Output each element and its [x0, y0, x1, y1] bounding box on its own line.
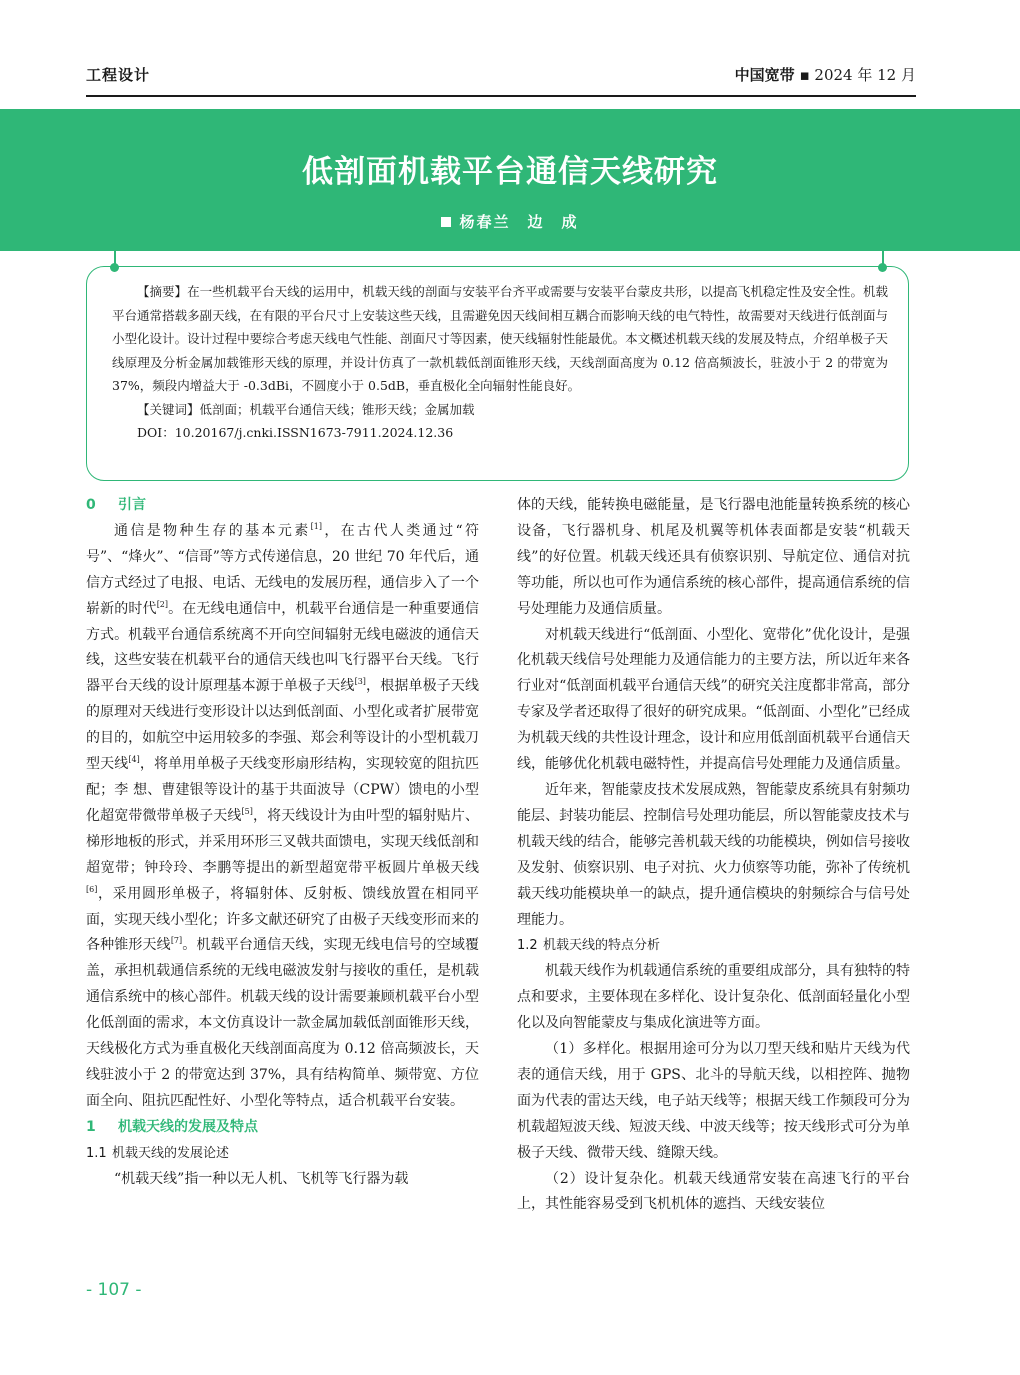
- dot-left-icon: [110, 263, 119, 272]
- journal-date: [735, 64, 916, 85]
- section-heading-0: 0 引言: [86, 497, 146, 513]
- abstract-text: 在一些机载平台天线的运用中，机载天线的剖面与安装平台齐平或需要与安装平台蒙皮共形，以提高飞机稳定性及安全性。机载平台通常搭载多副天线，在有限的平台尺寸上安装这些天线，且需避免因天线间相互耦合而影响天线的电气特性，故需要对天线进行低剖面与小型化设计。设计过程中要综合考虑天线电气性能、剖面尺寸等因素，使天线辐射性能最优。本文概述机载天线的发展及特点，介绍单极子天线原理及分析金属加载锥形天线的原理，并设计仿真了一款机载低剖面锥形天线，天线剖面高度为 0.12 倍高频波长，驻波小于 2 的带宽为 37%，频段内增益大于 -0.3dBi，不圆度小于 0.5dB，垂直极化全向辐射性能良好。: [112, 284, 888, 393]
- header-rule: [86, 95, 916, 97]
- body-paragraph: （1）多样化。根据用途可分为以刀型天线和贴片天线为代表的通信天线，用于 GPS、北斗的导航天线，以相控阵、抛物面为代表的雷达天线，电子站天线等；根据天线工作频段可分为机载超短波天线、短波天线、中波天线等；按天线形式可分为单极子天线、微带天线、缝隙天线。: [517, 1041, 910, 1161]
- abstract-paragraph: [112, 280, 888, 398]
- author-names: 杨春兰 边 成: [459, 213, 579, 231]
- authors: [0, 211, 1020, 232]
- abstract-label: 【摘要】: [137, 284, 188, 299]
- citation: [1]: [310, 521, 322, 531]
- citation: [3]: [354, 677, 366, 687]
- citation: [5]: [241, 806, 253, 816]
- section-heading-1: 1 机载天线的发展及特点: [86, 1118, 258, 1135]
- body-paragraph: “机载天线”指一种以无人机、飞机等飞行器为载: [114, 1170, 409, 1187]
- separator-square-icon: ▪: [799, 66, 810, 84]
- page-number: - 107 -: [86, 1280, 142, 1300]
- body-paragraph: （2）设计复杂化。机载天线通常安装在高速飞行的平台上，其性能容易受到飞机机体的遮挡、天线安装位: [517, 1170, 910, 1213]
- intro-paragraph: 通信是物种生存的基本元素[1]，在古代人类通过“符号”、“烽火”、“信哥”等方式传递信息，20 世纪 70 年代后，通信方式经过了电报、电话、无线电的发展历程，通信步入了一个崭新的时代[2]。在无线电通信中，机载平台通信是一种重要通信方式。机载平台通信系统离不开向空间辐射无线电磁波的通信天线，这些安装在机载平台的通信天线也叫飞行器平台天线。飞行器平台天线的设计原理基本源于单极子天线[3]，根据单极子天线的原理对天线进行变形设计以达到低剖面、小型化或者扩展带宽的目的，如航空中运用较多的李强、郑会利等设计的小型机载刀型天线[4]，将单用单极子天线变形扇形结构，实现较宽的阻抗匹配；李 想、曹建银等设计的基于共面波导（CPW）馈电的小型化超宽带微带单极子天线[5]，将天线设计为由叶型的辐射贴片、梯形地板的形式，并采用环形三叉戟共面馈电，实现天线低剖和超宽带；钟玲玲、李鹏等提出的新型超宽带平板圆片单极天线[6]，采用圆形单极子，将辐射体、反射板、馈线放置在相同平面，实现天线小型化；许多文献还研究了由极子天线变形而来的各种锥形天线[7]。机载平台通信天线，实现无线电信号的空域覆盖，承担机载通信系统的无线电磁波发射与接收的重任，是机载通信系统中的核心部件。机载天线的设计需要兼顾机载平台小型化低剖面的需求，本文仿真设计一款金属加载低剖面锥形天线，天线极化方式为垂直极化天线剖面高度为 0.12 倍高频波长，天线驻波小于 2 的带宽达到 37%，具有结构简单、频带宽、方位面全向、阻抗匹配性好、小型化等特点，适合机载平台安装。: [86, 521, 480, 1109]
- citation: [4]: [128, 755, 140, 765]
- square-bullet-icon: [441, 217, 451, 227]
- subsection-heading-1-1: 1.1 机载天线的发展论述: [86, 1145, 230, 1161]
- doi: DOI：10.20167/j.cnki.ISSN1673-7911.2024.12.36: [137, 425, 454, 440]
- body-paragraph: 机载天线作为机载通信系统的重要组成部分，具有独特的特点和要求，主要体现在多样化、设计复杂化、低剖面轻量化小型化以及向智能蒙皮与集成化演进等方面。: [517, 963, 910, 1032]
- keywords-label: 【关键词】: [137, 401, 200, 417]
- citation: [2]: [156, 599, 169, 609]
- section-label: 工程设计: [86, 66, 151, 84]
- journal-name: 中国宽带: [734, 66, 795, 84]
- right-column: [517, 493, 910, 1218]
- paper-title: 低剖面机载平台通信天线研究: [302, 154, 718, 190]
- issue-date: 2024 年 12 月: [814, 66, 916, 84]
- body-paragraph-continued: 体的天线，能转换电磁能量，是飞行器电池能量转换系统的核心设备，飞行器机身、机尾及机翼等机体表面都是安装“机载天线”的好位置。机载天线还具有侦察识别、导航定位、通信对抗等功能，所以也可作为通信系统的核心部件，提高通信系统的信号处理能力及通信质量。: [517, 497, 910, 617]
- left-column: [86, 493, 479, 1192]
- subsection-heading-1-2: 1.2 机载天线的特点分析: [517, 938, 661, 954]
- keywords-paragraph: [112, 398, 888, 422]
- abstract: [112, 280, 888, 445]
- citation: [7]: [170, 936, 183, 946]
- body-paragraph: 近年来，智能蒙皮技术发展成熟，智能蒙皮系统具有射频功能层、封装功能层、控制信号处理功能层，所以智能蒙皮技术与机载天线的结合，能够完善机载天线的功能模块，例如信号接收及发射、侦察识别、电子对抗、火力侦察等功能，弥补了传统机载天线功能模块单一的缺点，提升通信模块的射频综合与信号处理能力。: [517, 781, 910, 928]
- dot-right-icon: [878, 263, 887, 272]
- body-paragraph: 对机载天线进行“低剖面、小型化、宽带化”优化设计，是强化机载天线信号处理能力及通信能力的主要方法，所以近年来各行业对“低剖面机载平台通信天线”的研究关注度都非常高，部分专家及学者还取得了很好的研究成果。“低剖面、小型化”已经成为机载天线的共性设计理念，设计和应用低剖面机载平台通信天线，能够优化机载电磁特性，并提高信号处理能力及通信质量。: [517, 626, 910, 773]
- citation: [6]: [86, 884, 98, 894]
- keywords-text: 低剖面；机载平台通信天线；锥形天线；金属加载: [199, 401, 475, 417]
